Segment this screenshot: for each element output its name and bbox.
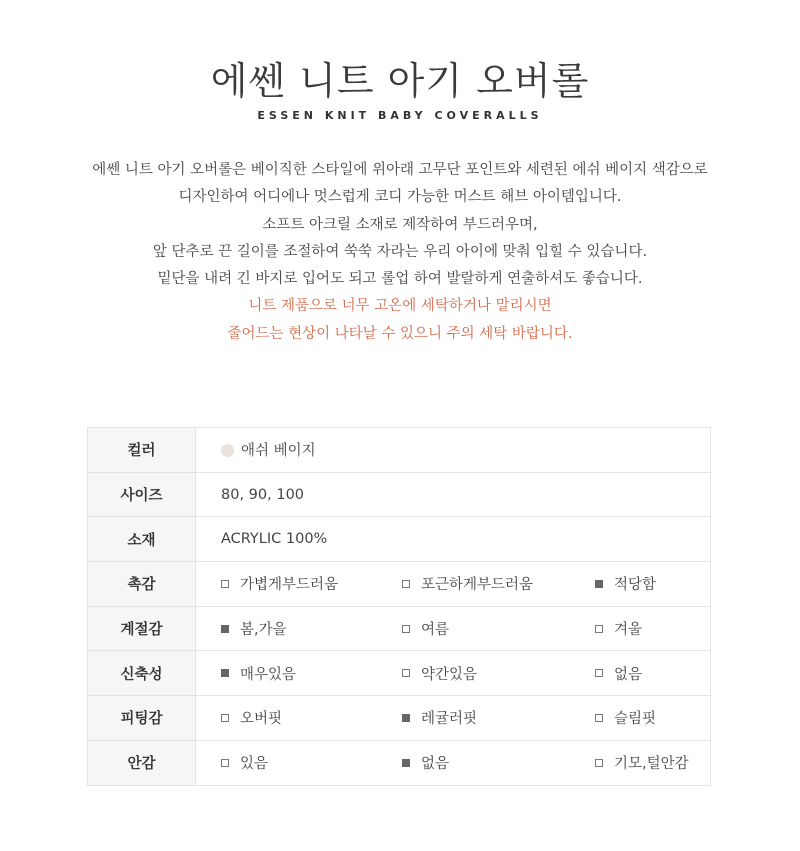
unchecked-box-icon: [595, 669, 603, 677]
description-line: 밑단을 내려 긴 바지로 입어도 되고 롤업 하여 발랄하게 연출하셔도 좋습니다.: [157, 271, 643, 288]
option-label: 여름: [421, 622, 450, 639]
option-label: 기모,털안감: [614, 756, 689, 773]
option-label: 약간있음: [421, 666, 478, 683]
spec-option: [221, 562, 338, 606]
spec-row-material: [88, 517, 711, 562]
spec-option: [221, 651, 296, 695]
spec-option: [595, 696, 656, 740]
washing-warning-line: 줄어드는 현상이 나타날 수 있으니 주의 세탁 바랍니다.: [227, 325, 573, 342]
option-label: 슬림핏: [614, 711, 657, 728]
spec-options: [196, 651, 711, 696]
product-description: [0, 157, 800, 348]
option-label: 없음: [421, 756, 450, 773]
spec-row-color: [88, 428, 711, 473]
option-label: 오버핏: [240, 711, 283, 728]
spec-option: [402, 562, 533, 606]
option-label: 가볍게부드러움: [240, 577, 339, 594]
spec-option: [221, 607, 287, 651]
product-title: 에쎈 니트 아기 오버롤: [210, 59, 590, 103]
spec-row-lining: [88, 740, 711, 785]
color-swatch-icon: [221, 444, 234, 457]
unchecked-box-icon: [221, 580, 229, 588]
unchecked-box-icon: [402, 669, 410, 677]
spec-label: 신축성: [88, 651, 196, 696]
spec-row-season: [88, 606, 711, 651]
unchecked-box-icon: [221, 759, 229, 767]
option-label: 있음: [240, 756, 269, 773]
spec-value: [196, 428, 711, 473]
description-line: 디자인하여 어디에나 멋스럽게 코디 가능한 머스트 해브 아이템입니다.: [178, 189, 622, 206]
option-label: 레귤러핏: [421, 711, 478, 728]
spec-label: 안감: [88, 740, 196, 785]
option-label: 적당함: [614, 577, 657, 594]
material-value: ACRYLIC 100%: [196, 517, 711, 562]
spec-options: [196, 740, 711, 785]
spec-options: [196, 696, 711, 741]
unchecked-box-icon: [402, 580, 410, 588]
option-label: 겨울: [614, 622, 643, 639]
spec-label: 소재: [88, 517, 196, 562]
spec-label: 계절감: [88, 606, 196, 651]
spec-option: [221, 741, 268, 785]
spec-option: [402, 696, 477, 740]
spec-option: [402, 651, 477, 695]
size-value: 80, 90, 100: [196, 472, 711, 517]
checked-box-icon: [402, 759, 410, 767]
description-line: 소프트 아크릴 소재로 제작하여 부드러우며,: [262, 216, 538, 233]
spec-options: [196, 606, 711, 651]
spec-label: 사이즈: [88, 472, 196, 517]
unchecked-box-icon: [402, 625, 410, 633]
description-line: 에쎈 니트 아기 오버롤은 베이직한 스타일에 위아래 고무단 포인트와 세련된 에쉬 베이지 색감으로: [92, 162, 708, 178]
spec-option: [221, 696, 282, 740]
checked-box-icon: [595, 580, 603, 588]
checked-box-icon: [221, 669, 229, 677]
product-subtitle: ESSEN KNIT BABY COVERALLS: [257, 109, 543, 122]
spec-option: [595, 741, 689, 785]
spec-label: 촉감: [88, 562, 196, 607]
unchecked-box-icon: [221, 714, 229, 722]
spec-row-size: [88, 472, 711, 517]
spec-label: 피팅감: [88, 696, 196, 741]
spec-table: [87, 427, 711, 786]
unchecked-box-icon: [595, 714, 603, 722]
spec-row-stretch: [88, 651, 711, 696]
checked-box-icon: [402, 714, 410, 722]
option-label: 포근하게부드러움: [421, 577, 534, 594]
spec-options: [196, 562, 711, 607]
option-label: 매우있음: [240, 666, 297, 683]
spec-option: [402, 607, 449, 651]
washing-warning-line: 니트 제품으로 너무 고온에 세탁하거나 말리시면: [248, 298, 552, 315]
option-label: 봄,가을: [240, 622, 287, 639]
spec-option: [595, 651, 642, 695]
color-value: 애쉬 베이지: [241, 443, 316, 460]
spec-row-touch: [88, 562, 711, 607]
unchecked-box-icon: [595, 759, 603, 767]
checked-box-icon: [221, 625, 229, 633]
spec-option: [595, 562, 656, 606]
spec-option: [595, 607, 642, 651]
unchecked-box-icon: [595, 625, 603, 633]
description-line: 앞 단추로 끈 길이를 조절하여 쑥쑥 자라는 우리 아이에 맞춰 입힐 수 있습니다.: [152, 243, 648, 260]
spec-row-fit: [88, 696, 711, 741]
spec-label: 컬러: [88, 428, 196, 473]
spec-option: [402, 741, 449, 785]
option-label: 없음: [614, 666, 643, 683]
